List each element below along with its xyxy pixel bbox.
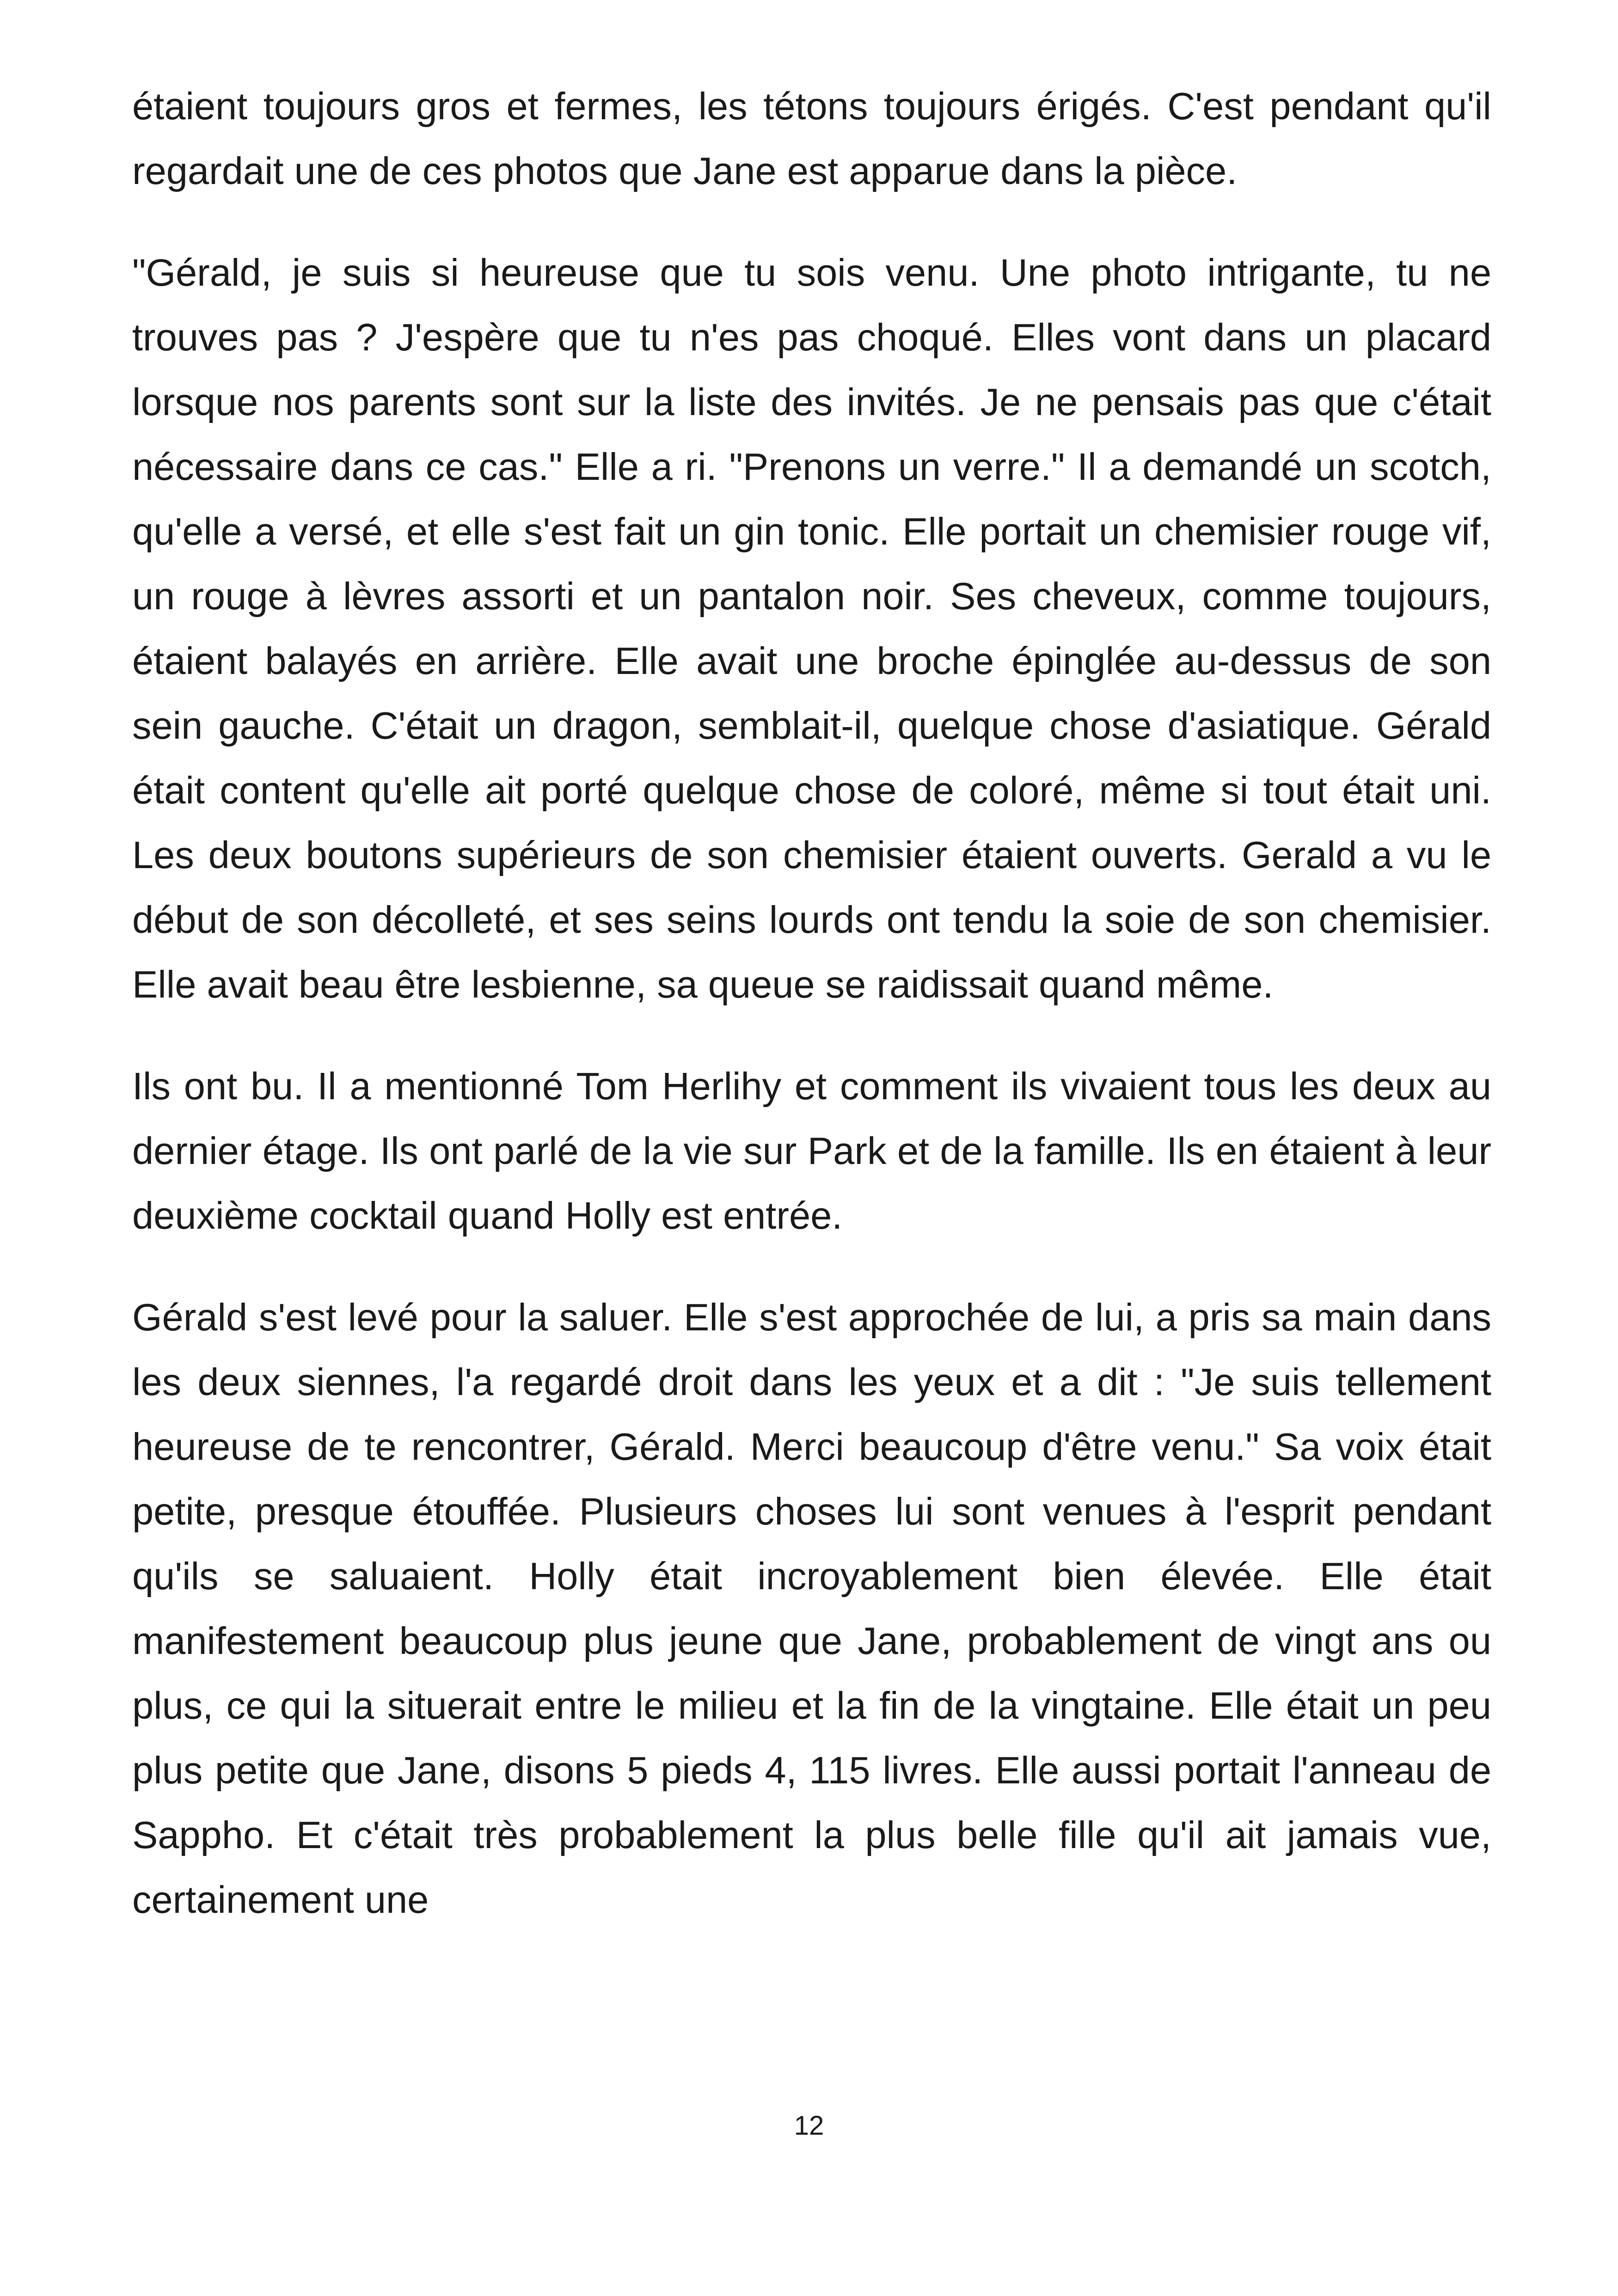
page-number: 12 bbox=[794, 2111, 824, 2141]
paragraph: Ils ont bu. Il a mentionné Tom Herlihy et comment ils vivaient tous les deux au dernier étage. Ils ont parlé de la vie sur Park et de la famille. Ils en étaient à leur deuxième cocktail quand Holly est entrée. bbox=[132, 1065, 1491, 1237]
body-text bbox=[132, 74, 1491, 1932]
paragraph: étaient toujours gros et fermes, les tétons toujours érigés. C'est pendant qu'il regardait une de ces photos que Jane est apparue dans la pièce. bbox=[132, 85, 1491, 192]
paragraph: "Gérald, je suis si heureuse que tu sois venu. Une photo intrigante, tu ne trouves pas ? J'espère que tu n'es pas choqué. Elles vont dans un placard lorsque nos parents sont sur la liste des invités. Je ne pensais pas que c'était nécessaire dans ce cas." Elle a ri. "Prenons un verre." Il a demandé un scotch, qu'elle a versé, et elle s'est fait un gin tonic. Elle portait un chemisier rouge vif, un rouge à lèvres assorti et un pantalon noir. Ses cheveux, comme toujours, étaient balayés en arrière. Elle avait une broche épinglée au-dessus de son sein gauche. C'était un dragon, semblait-il, quelque chose d'asiatique. Gérald était content qu'elle ait porté quelque chose de coloré, même si tout était uni. Les deux boutons supérieurs de son chemisier étaient ouverts. Gerald a vu le début de son décolleté, et ses seins lourds ont tendu la soie de son chemisier. Elle avait beau être lesbienne, sa queue se raidissait quand même. bbox=[132, 251, 1491, 1006]
paragraph: Gérald s'est levé pour la saluer. Elle s'est approchée de lui, a pris sa main dans les deux siennes, l'a regardé droit dans les yeux et a dit : "Je suis tellement heureuse de te rencontrer, Gérald. Merci beaucoup d'être venu." Sa voix était petite, presque étouffée. Plusieurs choses lui sont venues à l'esprit pendant qu'ils se saluaient. Holly était incroyablement bien élevée. Elle était manifestement beaucoup plus jeune que Jane, probablement de vingt ans ou plus, ce qui la situerait entre le milieu et la fin de la vingtaine. Elle était un peu plus petite que Jane, disons 5 pieds 4, 115 livres. Elle aussi portait l'anneau de Sappho. Et c'était très probablement la plus belle fille qu'il ait jamais vue, certainement une bbox=[132, 1296, 1491, 1921]
